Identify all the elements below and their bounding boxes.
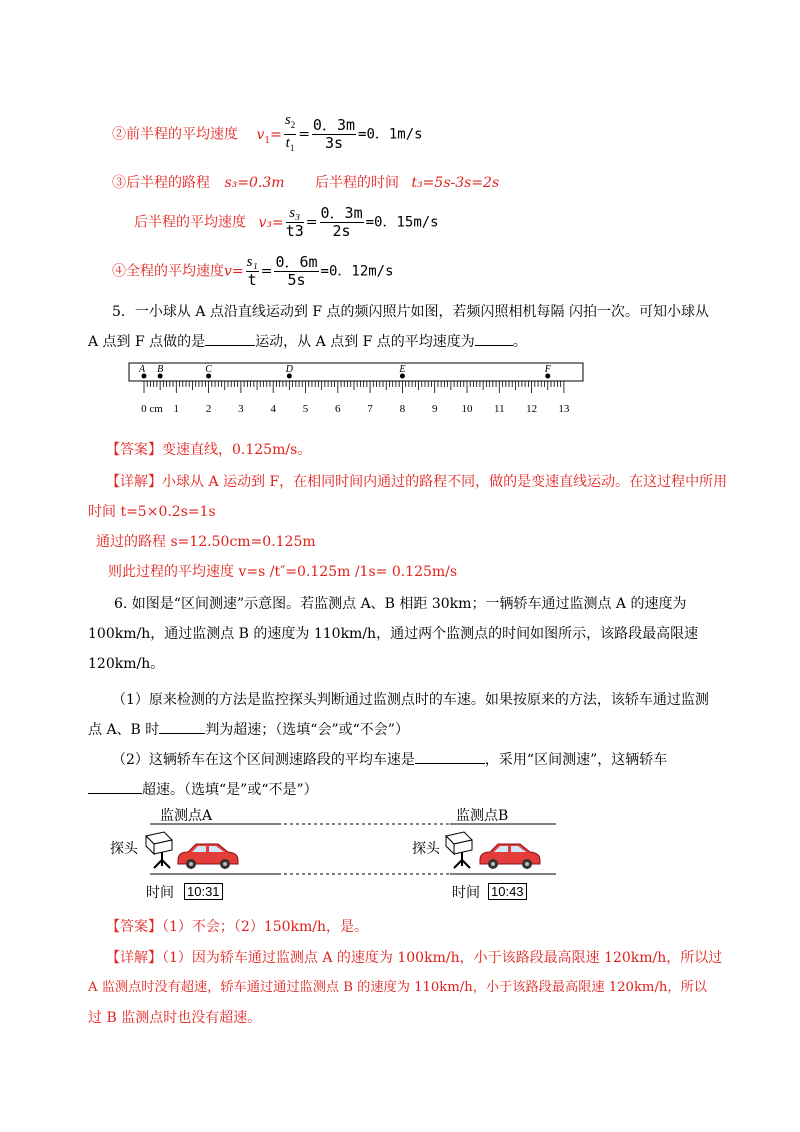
ruler-number: 11 [494,403,505,415]
q6-detail-1 [88,943,728,973]
q6-blank-3[interactable] [88,779,142,794]
sub: 2 [290,120,296,130]
result: =0．1m/s [358,126,423,143]
den: 2s [332,222,351,240]
sol-label: ④全程的平均速度 [112,263,224,280]
q6-p2-pre: （2）这辆轿车在这个区间测速路段的平均车速是 [112,752,415,768]
fraction [286,205,304,240]
fraction [284,112,296,157]
detail-text: （1）因为轿车通过监测点 A 的速度为 100km/h，小于该路段最高限速 120km/h，所以过 [162,950,723,966]
var: v₃= [258,214,284,231]
ruler-number: 7 [367,403,373,415]
sol-line-3 [112,172,499,192]
ruler-number: 12 [526,403,538,415]
checkpoint-a-label: 监测点A [160,808,213,824]
q5-blank-1[interactable] [205,331,255,346]
ruler-number: 4 [270,403,276,415]
num: s₁ [246,254,258,270]
ruler-number: 3 [238,403,244,415]
ruler-number: 0 cm [141,403,163,415]
q6-p1-pre: 点 A、B 时 [88,722,160,738]
probe-label-b: 探头 [412,841,440,857]
q6-line-3: 120km/h。 [88,656,165,672]
ball-position-label: D [285,364,293,375]
answer-text: （1）不会；（2）150km/h，是。 [162,919,369,935]
ball-position-label: B [157,364,164,375]
sol-line-2: ②前半程的平均速度 $v_1=$ $\frac{s_2}{t_1}$ = $\frac{0.3m}{3s}$ =0．1m/s [112,112,423,157]
fraction [246,254,259,289]
detail-tag: 【详解】 [106,950,162,966]
q5-answer [106,435,311,465]
q6-detail [88,943,728,1033]
fraction [312,117,356,152]
q6-answer [106,912,368,942]
car-icon [178,844,238,869]
ball-position-label: A [138,364,146,375]
q5-detail-4: 则此过程的平均速度 v=s /t″=0.125m /1s= 0.125m/s [108,564,458,580]
q5-detail-3: 通过的路程 s=12.50cm=0.125m [96,534,316,550]
answer-text: 变速直线，0.125m/s。 [162,442,312,458]
ball-position-label: C [205,364,212,375]
q6-text [88,589,728,805]
var: v [256,126,265,143]
q5-blank-2[interactable] [475,331,513,346]
den: t [285,135,290,151]
probe-label-a: 探头 [110,841,138,857]
num: s [284,112,291,128]
ball-position-label: F [544,364,551,375]
q6-detail-2: A 监测点时没有超速，轿车通过通过监测点 B 的速度为 110km/h，小于该路段最高限速 120km/h，所以 [88,980,707,995]
time-a-box: 10:31 [184,883,223,900]
q5-detail-1 [88,467,728,497]
ruler-figure [128,362,598,422]
q5-detail-2: 时间 t=5×0.2s=1s [88,504,216,520]
detail-text: 小球从 A 运动到 F，在相同时间内通过的路程不同，做的是变速直线运动。在这过程中所用 [162,474,728,490]
sol-label: ②前半程的平均速度 [112,126,238,143]
sol-label: 后半程的平均速度 [134,214,246,231]
q6-detail-3: 过 B 监测点时也没有超速。 [88,1010,262,1026]
sol-value: s₃=0.3m [224,175,285,191]
q5-line-1: 5．一小球从 A 点沿直线运动到 F 点的频闪照片如图，若频闪照相机每隔 闪拍一次。可知小球从 [112,304,709,320]
q6-p2-post2: 超速。（选填“是”或“不是”） [142,782,318,798]
ruler-number: 13 [558,403,570,415]
fraction [320,205,364,240]
num: 0．3m [320,204,363,222]
ruler-number: 9 [431,403,438,415]
sol-value: t₃=5s-3s=2s [411,175,500,191]
result: =0．15m/s [365,214,439,231]
ruler-number: 2 [205,403,212,415]
ruler-number: 6 [335,403,341,415]
time-label-b: 时间 [452,885,480,901]
answer-tag: 【答案】 [106,919,162,935]
checkpoint-b-label: 监测点B [456,808,509,824]
fraction [274,254,318,289]
answer-tag: 【答案】 [106,442,162,458]
q6-line-2: 100km/h，通过监测点 B 的速度为 110km/h，通过两个监测点的时间如图所示，该路段最高限速 [88,626,699,642]
den: t [247,271,257,289]
sol-line-3b: 后半程的平均速度 v₃= $\frac{\text{s₃}}{t3}$ = $\frac{0.3m}{2s}$ =0．15m/s [134,204,439,240]
q6-p2-post: ，采用“区间测速”，这辆轿车 [484,752,668,768]
ball-position-label: E [399,364,406,375]
den: 3s [324,134,343,152]
ruler-number: 5 [302,403,309,415]
car-icon [480,844,540,869]
q5-line-2c: 。 [512,334,527,350]
time-label-a: 时间 [146,885,174,901]
q6-blank-1[interactable] [159,719,205,734]
ruler-number: 1 [173,403,180,415]
q6-line-1: 6. 如图是“区间测速”示意图。若监测点 A、B 相距 30km；一辆轿车通过监测点 A 的速度为 [114,596,687,612]
num: 0．6m [275,253,318,271]
num: 0．3m [312,116,356,134]
detail-tag: 【详解】 [106,474,162,490]
ruler-number: 10 [461,403,473,415]
den: 5s [287,271,306,289]
q6-p2-line-1 [88,745,728,775]
sol-label: 后半程的时间 [314,175,399,191]
ruler-number: 8 [399,403,406,415]
q5-line-2b: 运动，从 A 点到 F 点的平均速度为 [255,334,475,350]
camera-probe-icon [446,832,472,868]
q6-p1-post: 判为超速；（选填“会”或“不会”） [205,722,409,738]
camera-probe-icon [146,832,172,868]
den: t3 [285,222,304,240]
q6-p1-line-1: （1）原来检测的方法是监控探头判断通过监测点时的车速。如果按原来的方法，该轿车通过监测 [112,692,709,708]
sub: 1 [289,143,295,153]
sub: 1 [264,135,271,146]
var: v= [224,263,244,280]
sol-label: ③后半程的路程 [112,175,210,191]
q5-text [88,297,728,357]
q5-line-2a: A 点到 F 点做的是 [88,334,206,350]
result: =0．12m/s [320,263,394,280]
section-speed-figure [110,800,570,910]
ruler-bar [129,363,583,381]
q6-blank-2[interactable] [415,749,485,764]
num: s₃ [286,205,304,223]
q5-line-2 [88,327,728,357]
q6-p1-line-2 [88,715,728,745]
sol-line-4: ④全程的平均速度v= $\frac{\text{s₁}}{t}$ = $\frac{0.6m}{5s}$ =0．12m/s [112,253,394,289]
q5-detail [88,467,728,587]
time-b-box: 10:43 [488,883,527,900]
